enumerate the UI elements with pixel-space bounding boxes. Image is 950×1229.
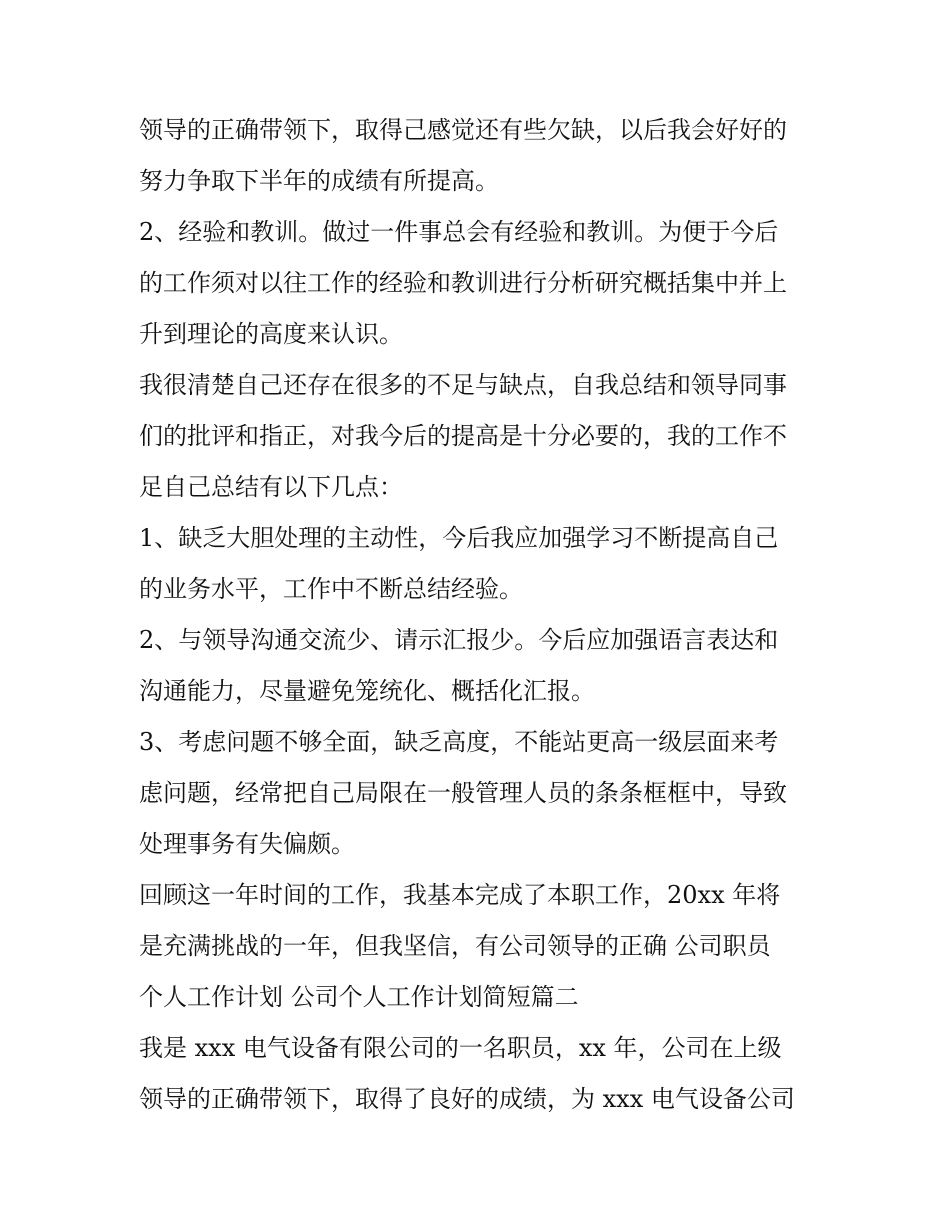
text-line: 是充满挑战的一年，但我坚信，有公司领导的正确 公司职员	[139, 932, 771, 960]
text-line: 领导的正确带领下，取得了良好的成绩，为 xxx 电气设备公司	[139, 1085, 795, 1113]
text-line: 我很清楚自己还存在很多的不足与缺点，自我总结和领导同事	[139, 371, 787, 399]
text-line: 处理事务有失偏颇。	[139, 830, 355, 858]
text-line: 努力争取下半年的成绩有所提高。	[139, 167, 499, 195]
text-line: 1、缺乏大胆处理的主动性，今后我应加强学习不断提高自己	[139, 524, 779, 552]
text-line: 的工作须对以往工作的经验和教训进行分析研究概括集中并上	[139, 269, 787, 297]
text-line: 们的批评和指正，对我今后的提高是十分必要的，我的工作不	[139, 422, 787, 450]
text-line: 2、与领导沟通交流少、请示汇报少。今后应加强语言表达和	[139, 626, 779, 654]
text-line: 足自己总结有以下几点：	[139, 473, 403, 501]
text-line: 沟通能力，尽量避免笼统化、概括化汇报。	[139, 677, 595, 705]
text-line: 回顾这一年时间的工作，我基本完成了本职工作，20xx 年将	[139, 881, 781, 909]
text-line: 个人工作计划 公司个人工作计划简短篇二	[139, 983, 579, 1011]
text-line: 3、考虑问题不够全面，缺乏高度，不能站更高一级层面来考	[139, 728, 779, 756]
text-line: 虑问题，经常把自己局限在一般管理人员的条条框框中，导致	[139, 779, 787, 807]
text-line: 的业务水平，工作中不断总结经验。	[139, 575, 523, 603]
text-line: 我是 xxx 电气设备有限公司的一名职员，xx 年，公司在上级	[139, 1034, 782, 1062]
text-line: 领导的正确带领下，取得己感觉还有些欠缺，以后我会好好的	[139, 116, 787, 144]
document-body	[139, 105, 819, 1125]
text-line: 升到理论的高度来认识。	[139, 320, 403, 348]
text-line: 2、经验和教训。做过一件事总会有经验和教训。为便于今后	[139, 218, 779, 246]
